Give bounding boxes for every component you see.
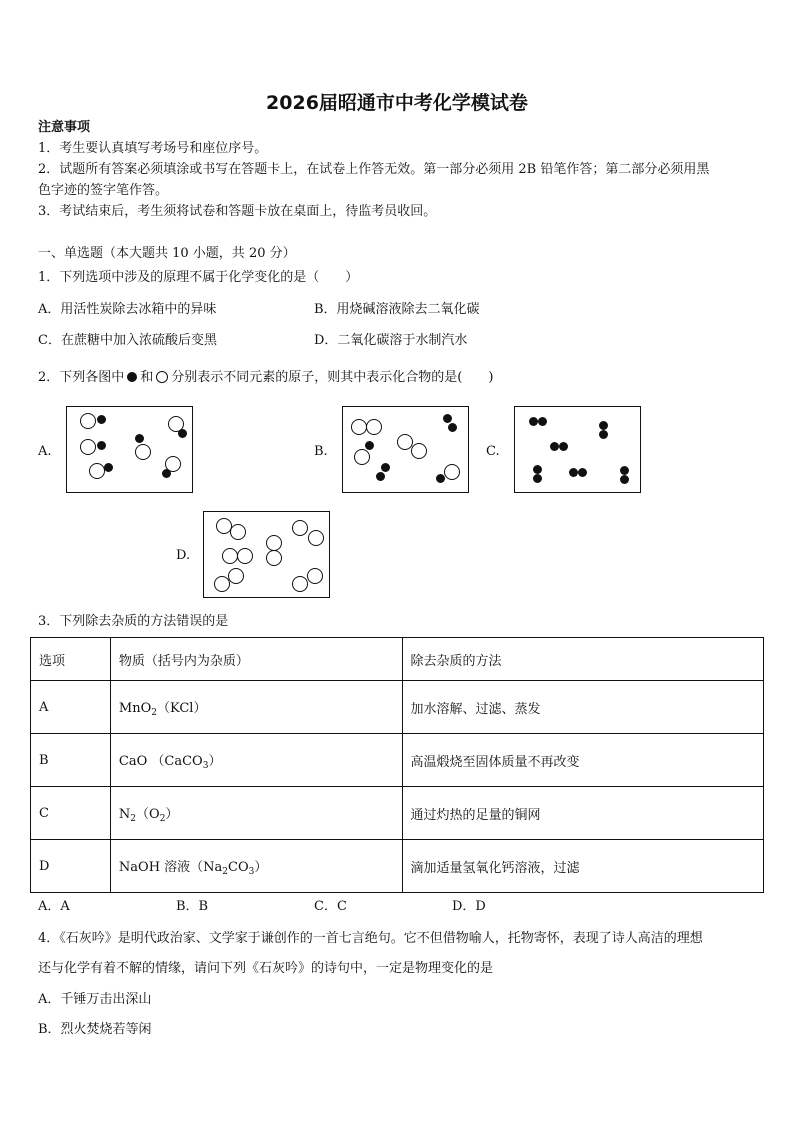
q2-stem-and: 和 [140, 370, 154, 385]
filled-atom-icon [127, 372, 137, 382]
q2-diagram-b [342, 406, 469, 493]
notice-item: 2．试题所有答案必须填涂或书写在答题卡上，在试卷上作答无效。第一部分必须用 2B 铅笔作答；第二部分必须用黑 [38, 162, 710, 177]
q2-label-b: B. [314, 444, 328, 459]
q1-option-a: A．用活性炭除去冰箱中的异味 [38, 302, 217, 317]
q4-stem-line1: 4．《石灰吟》是明代政治家、文学家于谦创作的一首七言绝句。它不但借物喻人，托物寄怀，表现了诗人高洁的理想 [38, 931, 703, 946]
table-cell-substance: MnO$_2$（KCl） [110, 681, 402, 734]
table-cell-method: 滴加适量氢氧化钙溶液，过滤 [402, 840, 763, 893]
q2-label-a: A. [38, 444, 52, 459]
q2-label-c: C. [486, 444, 500, 459]
notice-heading: 注意事项 [38, 120, 91, 135]
table-cell-method: 加水溶解、过滤、蒸发 [402, 681, 763, 734]
table-cell-option: B [31, 734, 111, 787]
q2-label-d: D. [176, 548, 191, 563]
q3-answer-a: A．A [38, 899, 70, 914]
notice-item: 色字迹的签字笔作答。 [38, 183, 169, 198]
table-cell-substance: NaOH 溶液$(Na_2CO_3)$ [110, 840, 402, 893]
q2-stem [38, 368, 493, 388]
q4-option-b: B．烈火焚烧若等闲 [38, 1022, 152, 1037]
table-cell-option: D [31, 840, 111, 893]
q3-table [30, 637, 764, 893]
table-header-cell: 物质（括号内为杂质） [110, 638, 402, 681]
table-row [31, 734, 764, 787]
page-title: 2026届昭通市中考化学模试卷 [266, 92, 528, 114]
q1-option-c: C．在蔗糖中加入浓硫酸后变黑 [38, 333, 217, 348]
table-cell-substance: $N_2(O_2)$ [110, 787, 402, 840]
q3-answer-c: C．C [314, 899, 347, 914]
q3-answer-d: D．D [452, 899, 486, 914]
table-header-row [31, 638, 764, 681]
table-row [31, 681, 764, 734]
q1-option-d: D．二氧化碳溶于水制汽水 [314, 333, 468, 348]
table-cell-option: A [31, 681, 111, 734]
open-atom-icon [156, 371, 168, 383]
q1-stem: 1．下列选项中涉及的原理不属于化学变化的是（ ） [38, 270, 359, 285]
notice-item: 3．考试结束后，考生须将试卷和答题卡放在桌面上，待监考员收回。 [38, 204, 437, 219]
notice-item: 1．考生要认真填写考场号和座位序号。 [38, 141, 268, 156]
table-cell-method: 高温煅烧至固体质量不再改变 [402, 734, 763, 787]
q2-stem-pre: 2．下列各图中 [38, 370, 125, 385]
table-header-cell: 选项 [31, 638, 111, 681]
q2-diagram-c [514, 406, 641, 493]
q3-stem: 3．下列除去杂质的方法错误的是 [38, 614, 229, 629]
table-cell-method: 通过灼热的足量的铜网 [402, 787, 763, 840]
table-cell-substance: CaO （CaCO$_3$） [110, 734, 402, 787]
table-cell-option: C [31, 787, 111, 840]
q4-option-a: A．千锤万击出深山 [38, 992, 152, 1007]
table-row [31, 787, 764, 840]
section-heading: 一、单选题（本大题共 10 小题，共 20 分） [38, 246, 296, 261]
q2-stem-post: 分别表示不同元素的原子，则其中表示化合物的是( ) [171, 370, 494, 385]
q3-answer-b: B．B [176, 899, 209, 914]
q4-stem-line2: 还与化学有着不解的情缘，请问下列《石灰吟》的诗句中，一定是物理变化的是 [38, 961, 494, 976]
q2-diagram-a [66, 406, 193, 493]
table-row [31, 840, 764, 893]
q2-diagram-d [203, 511, 330, 598]
table-header-cell: 除去杂质的方法 [402, 638, 763, 681]
q1-option-b: B．用烧碱溶液除去二氧化碳 [314, 302, 480, 317]
